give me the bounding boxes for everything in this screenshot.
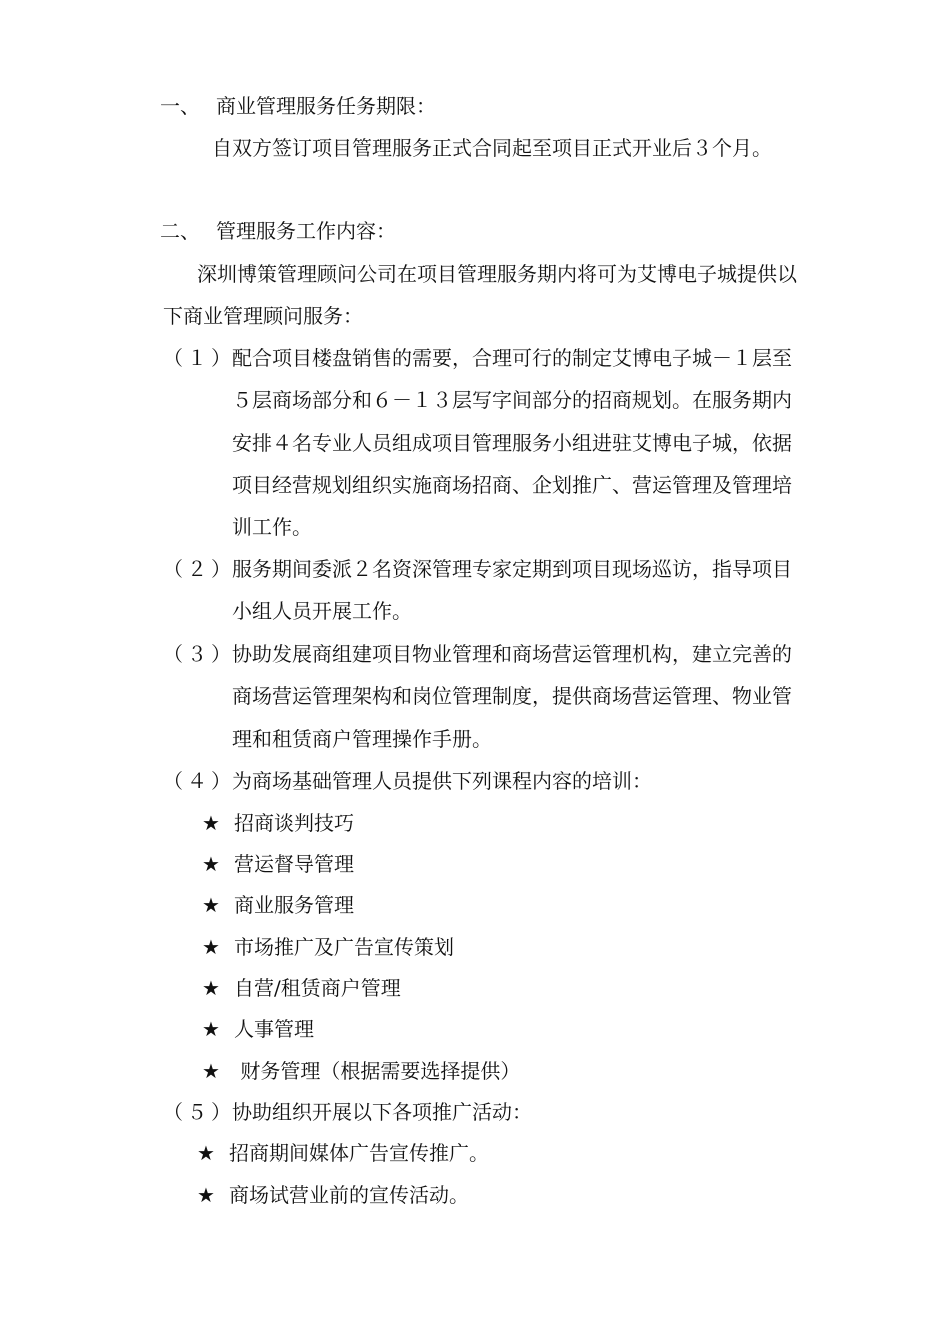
bullet-text: 商业服务管理 (234, 893, 354, 917)
item1-number: （１） (163, 346, 235, 370)
bullet-text: 市场推广及广告宣传策划 (234, 935, 454, 959)
item2-line-2: 小组人员开展工作。 (232, 599, 412, 623)
item4-line-1: 为商场基础管理人员提供下列课程内容的培训： (232, 769, 652, 793)
item1-line-4: 项目经营规划组织实施商场招商、企划推广、营运管理及管理培 (232, 473, 792, 497)
item1-line-1: 配合项目楼盘销售的需要，合理可行的制定艾博电子城－１层至 (232, 346, 792, 370)
star-icon: ★ (202, 976, 220, 1000)
star-icon: ★ (202, 1017, 220, 1041)
item4-bullet-3 (202, 893, 354, 917)
bullet-text: 财务管理（根据需要选择提供） (234, 1059, 521, 1083)
section1-body: 自双方签订项目管理服务正式合同起至项目正式开业后３个月。 (212, 136, 772, 160)
star-icon: ★ (197, 1183, 215, 1207)
item4-bullet-5 (202, 976, 401, 1000)
section1-title: 商业管理服务任务期限： (216, 94, 436, 118)
star-icon: ★ (202, 935, 220, 959)
bullet-text: 自营/租赁商户管理 (234, 976, 401, 1000)
section2-marker: 二、 (160, 219, 200, 243)
item5-number: （５） (163, 1100, 235, 1124)
bullet-text: 营运督导管理 (234, 852, 354, 876)
star-icon: ★ (202, 1059, 220, 1083)
section2-heading (160, 219, 396, 243)
item3-line-2: 商场营运管理架构和岗位管理制度，提供商场营运管理、物业管 (232, 684, 792, 708)
section2-intro-line-1: 深圳博策管理顾问公司在项目管理服务期内将可为艾博电子城提供以 (197, 262, 797, 286)
item4-number: （４） (163, 769, 235, 793)
item4-bullet-7 (202, 1059, 520, 1083)
item3-number: （３） (163, 642, 235, 666)
item3-line-1: 协助发展商组建项目物业管理和商场营运管理机构，建立完善的 (232, 642, 792, 666)
item4-bullet-2 (202, 852, 354, 876)
bullet-text: 人事管理 (234, 1017, 314, 1041)
section1-heading (160, 94, 436, 118)
star-icon: ★ (197, 1141, 215, 1165)
item3-line-3: 理和租赁商户管理操作手册。 (232, 727, 492, 751)
bullet-text: 招商期间媒体广告宣传推广。 (229, 1141, 489, 1165)
section2-intro-line-2: 下商业管理顾问服务： (163, 304, 363, 328)
section1-marker: 一、 (160, 94, 200, 118)
item4-bullet-4 (202, 935, 454, 959)
star-icon: ★ (202, 893, 220, 917)
item5-bullet-1 (197, 1141, 489, 1165)
item1-line-2: ５层商场部分和６－１３层写字间部分的招商规划。在服务期内 (232, 388, 792, 412)
star-icon: ★ (202, 811, 220, 835)
item4-bullet-6 (202, 1017, 314, 1041)
item1-line-3: 安排４名专业人员组成项目管理服务小组进驻艾博电子城，依据 (232, 431, 792, 455)
item2-number: （２） (163, 557, 235, 581)
item4-bullet-1 (202, 811, 354, 835)
item5-bullet-2 (197, 1183, 469, 1207)
star-icon: ★ (202, 852, 220, 876)
item1-line-5: 训工作。 (232, 515, 312, 539)
section2-title: 管理服务工作内容： (216, 219, 396, 243)
bullet-text: 招商谈判技巧 (234, 811, 354, 835)
item5-line-1: 协助组织开展以下各项推广活动： (232, 1100, 532, 1124)
item2-line-1: 服务期间委派２名资深管理专家定期到项目现场巡访，指导项目 (232, 557, 792, 581)
bullet-text: 商场试营业前的宣传活动。 (229, 1183, 469, 1207)
